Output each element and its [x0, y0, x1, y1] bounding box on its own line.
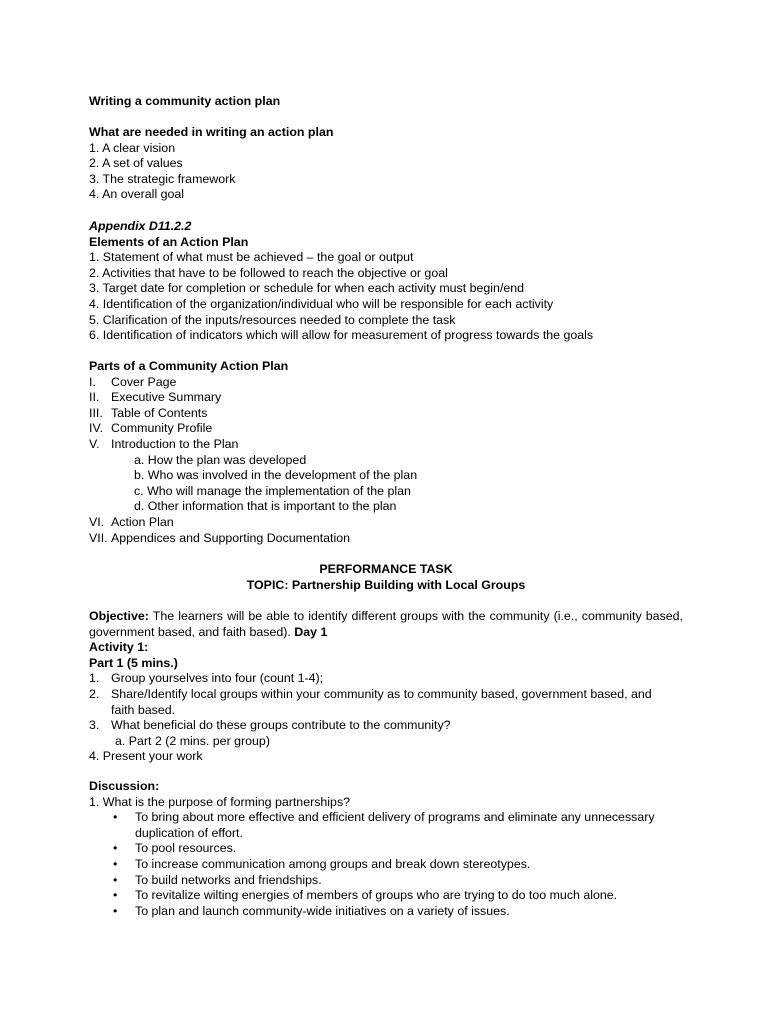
parts-item: [89, 531, 683, 547]
roman-numeral: VI.: [89, 514, 105, 529]
bullet-item: [113, 810, 683, 826]
task-number: 3.: [89, 718, 100, 733]
part2-label: a. Part 2 (2 mins. per group): [115, 733, 270, 748]
activity-label: Activity 1:: [89, 640, 149, 655]
parts-item-label: Action Plan: [111, 514, 174, 529]
parts-heading: Parts of a Community Action Plan: [89, 359, 289, 373]
elements-item: 2. Activities that have to be followed to reach the objective or goal: [89, 265, 448, 280]
bullet-text: To bring about more effective and efficient delivery of programs and eliminate any unnecessary: [135, 810, 655, 825]
intro-sub-item: a. How the plan was developed: [134, 452, 307, 467]
roman-numeral: V.: [89, 436, 100, 451]
objective-text: The learners will be able to identify different groups with the community (i.e., community based, government based, and faith based).: [89, 609, 683, 639]
bullet-item: [113, 841, 683, 857]
task-headings: [89, 562, 683, 593]
elements-heading: Elements of an Action Plan: [89, 234, 249, 249]
document-title: Writing a community action plan: [89, 94, 281, 108]
objective-paragraph: [89, 609, 683, 640]
bullet-item: [113, 857, 683, 873]
parts-item: [89, 406, 683, 422]
bullet-icon: •: [113, 841, 118, 856]
task-text: Group yourselves into four (count 1-4);: [111, 671, 324, 686]
task-text: What beneficial do these groups contribute to the community?: [111, 718, 451, 733]
roman-numeral: III.: [89, 405, 103, 420]
day-label: Day 1: [294, 624, 328, 639]
task-item: [89, 687, 683, 703]
bullet-list: [89, 810, 683, 919]
roman-numeral: II.: [89, 390, 100, 405]
roman-numeral: IV.: [89, 421, 104, 436]
bullet-item-continued: [113, 826, 683, 842]
parts-item-label: Table of Contents: [111, 405, 208, 420]
parts-item: [89, 515, 683, 531]
roman-numeral: VII.: [89, 530, 108, 545]
bullet-icon: •: [113, 810, 118, 825]
roman-numeral: I.: [89, 374, 96, 389]
elements-item: 3. Target date for completion or schedule for when each activity must begin/end: [89, 281, 525, 296]
intro-sub-item: d. Other information that is important to the plan: [134, 499, 397, 514]
bullet-icon: •: [113, 903, 118, 918]
elements-section: [89, 219, 683, 344]
activity-section: [89, 609, 683, 765]
bullet-item: [113, 873, 683, 889]
parts-item: [89, 375, 683, 391]
bullet-icon: •: [113, 888, 118, 903]
parts-item-label: Appendices and Supporting Documentation: [111, 530, 351, 545]
parts-item-label: Community Profile: [111, 421, 213, 436]
parts-item-label: Introduction to the Plan: [111, 436, 239, 451]
parts-item-label: Cover Page: [111, 374, 177, 389]
bullet-text: To build networks and friendships.: [135, 872, 322, 887]
discussion-label: Discussion:: [89, 779, 160, 793]
bullet-text: To revitalize wilting energies of members of groups who are trying to do too much alone.: [135, 888, 618, 903]
needs-section: [89, 125, 683, 203]
parts-item: [89, 390, 683, 406]
bullet-icon: •: [113, 856, 118, 871]
task-item: [89, 671, 683, 687]
parts-item: [89, 437, 683, 453]
bullet-item: [113, 888, 683, 904]
bullet-text: To pool resources.: [135, 841, 237, 856]
bullet-icon: •: [113, 872, 118, 887]
task-number: 2.: [89, 686, 100, 701]
parts-item: [89, 421, 683, 437]
part1-label: Part 1 (5 mins.): [89, 655, 178, 670]
task-text: Share/Identify local groups within your community as to community based, government based, and: [111, 686, 652, 701]
discussion-question: 1. What is the purpose of forming partnerships?: [89, 794, 351, 809]
task-text-continued: faith based.: [111, 702, 176, 717]
elements-item: 5. Clarification of the inputs/resources needed to complete the task: [89, 312, 456, 327]
performance-task-heading: PERFORMANCE TASK: [319, 562, 453, 576]
bullet-text: To increase communication among groups and break down stereotypes.: [135, 856, 531, 871]
needs-item: 4. An overall goal: [89, 187, 185, 202]
needs-item: 2. A set of values: [89, 156, 183, 171]
bullet-text: To plan and launch community-wide initiatives on a variety of issues.: [135, 903, 510, 918]
bullet-text-continued: duplication of effort.: [135, 825, 243, 840]
bullet-item: [113, 904, 683, 920]
intro-sub-item: c. Who will manage the implementation of the plan: [134, 483, 411, 498]
parts-item-label: Executive Summary: [111, 390, 222, 405]
elements-item: 1. Statement of what must be achieved – the goal or output: [89, 250, 414, 265]
task-number: 1.: [89, 671, 100, 686]
needs-item: 3. The strategic framework: [89, 171, 236, 186]
elements-item: 6. Identification of indicators which will allow for measurement of progress towards the goals: [89, 328, 594, 343]
present-work-item: 4. Present your work: [89, 749, 203, 764]
topic-heading: TOPIC: Partnership Building with Local Groups: [246, 577, 526, 592]
objective-label: Objective:: [89, 609, 149, 623]
needs-heading: What are needed in writing an action plan: [89, 125, 334, 139]
parts-section: [89, 359, 683, 546]
appendix-label: Appendix D11.2.2: [89, 219, 192, 233]
task-item: [89, 718, 683, 734]
intro-sub-item: b. Who was involved in the development of the plan: [134, 468, 418, 483]
needs-item: 1. A clear vision: [89, 140, 176, 155]
discussion-section: [89, 779, 683, 919]
elements-item: 4. Identification of the organization/individual who will be responsible for each activity: [89, 296, 554, 311]
task-list: [89, 671, 683, 749]
intro-section: [89, 94, 683, 110]
